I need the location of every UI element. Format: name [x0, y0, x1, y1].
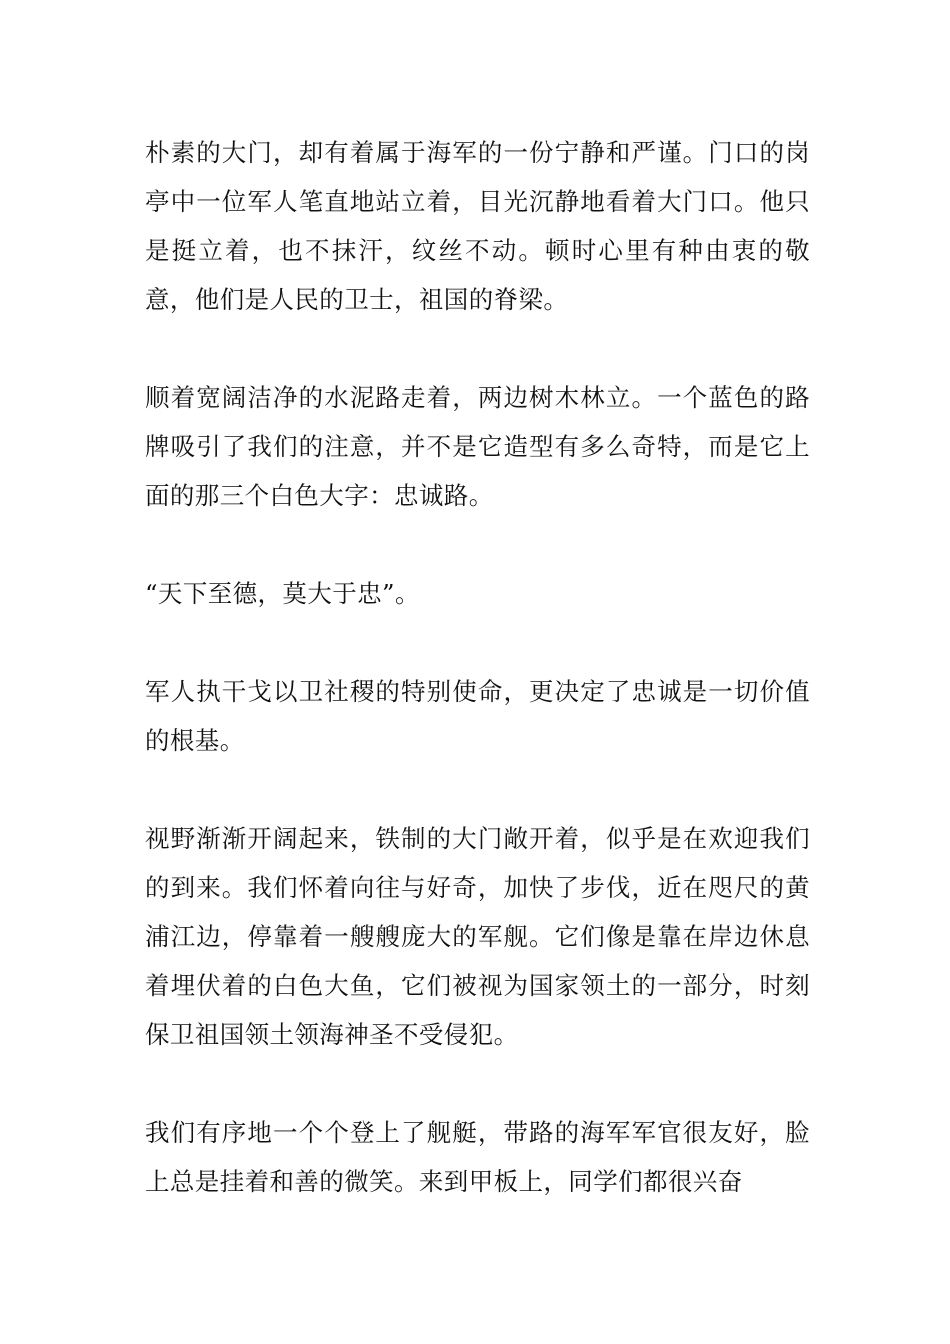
- paragraph-3: “天下至德，莫大于忠”。: [145, 579, 420, 608]
- document-body: [145, 128, 810, 1255]
- paragraph-4: 军人执干戈以卫社稷的特别使命，更决定了忠诚是一切价值的根基。: [145, 677, 810, 755]
- paragraph-5: 视野渐渐开阔起来，铁制的大门敞开着，似乎是在欢迎我们的到来。我们怀着向往与好奇，加快了步伐，近在咫尺的黄浦江边，停靠着一艘艘庞大的军舰。它们像是靠在岸边休息着埋伏着的白色大鱼，它们被视为国家领土的一部分，时刻保卫祖国领土领海神圣不受侵犯。: [145, 824, 810, 1049]
- paragraph-2: 顺着宽阔洁净的水泥路走着，两边树木林立。一个蓝色的路牌吸引了我们的注意，并不是它造型有多么奇特，而是它上面的那三个白色大字：忠诚路。: [145, 383, 810, 510]
- paragraph-1: 朴素的大门，却有着属于海军的一份宁静和严谨。门口的岗亭中一位军人笔直地站立着，目光沉静地看着大门口。他只是挺立着，也不抹汗，纹丝不动。顿时心里有种由衷的敬意，他们是人民的卫士，祖国的脊梁。: [145, 138, 810, 314]
- paragraph-6: 我们有序地一个个登上了舰艇，带路的海军军官很友好，脸上总是挂着和善的微笑。来到甲板上，同学们都很兴奋: [145, 1118, 810, 1196]
